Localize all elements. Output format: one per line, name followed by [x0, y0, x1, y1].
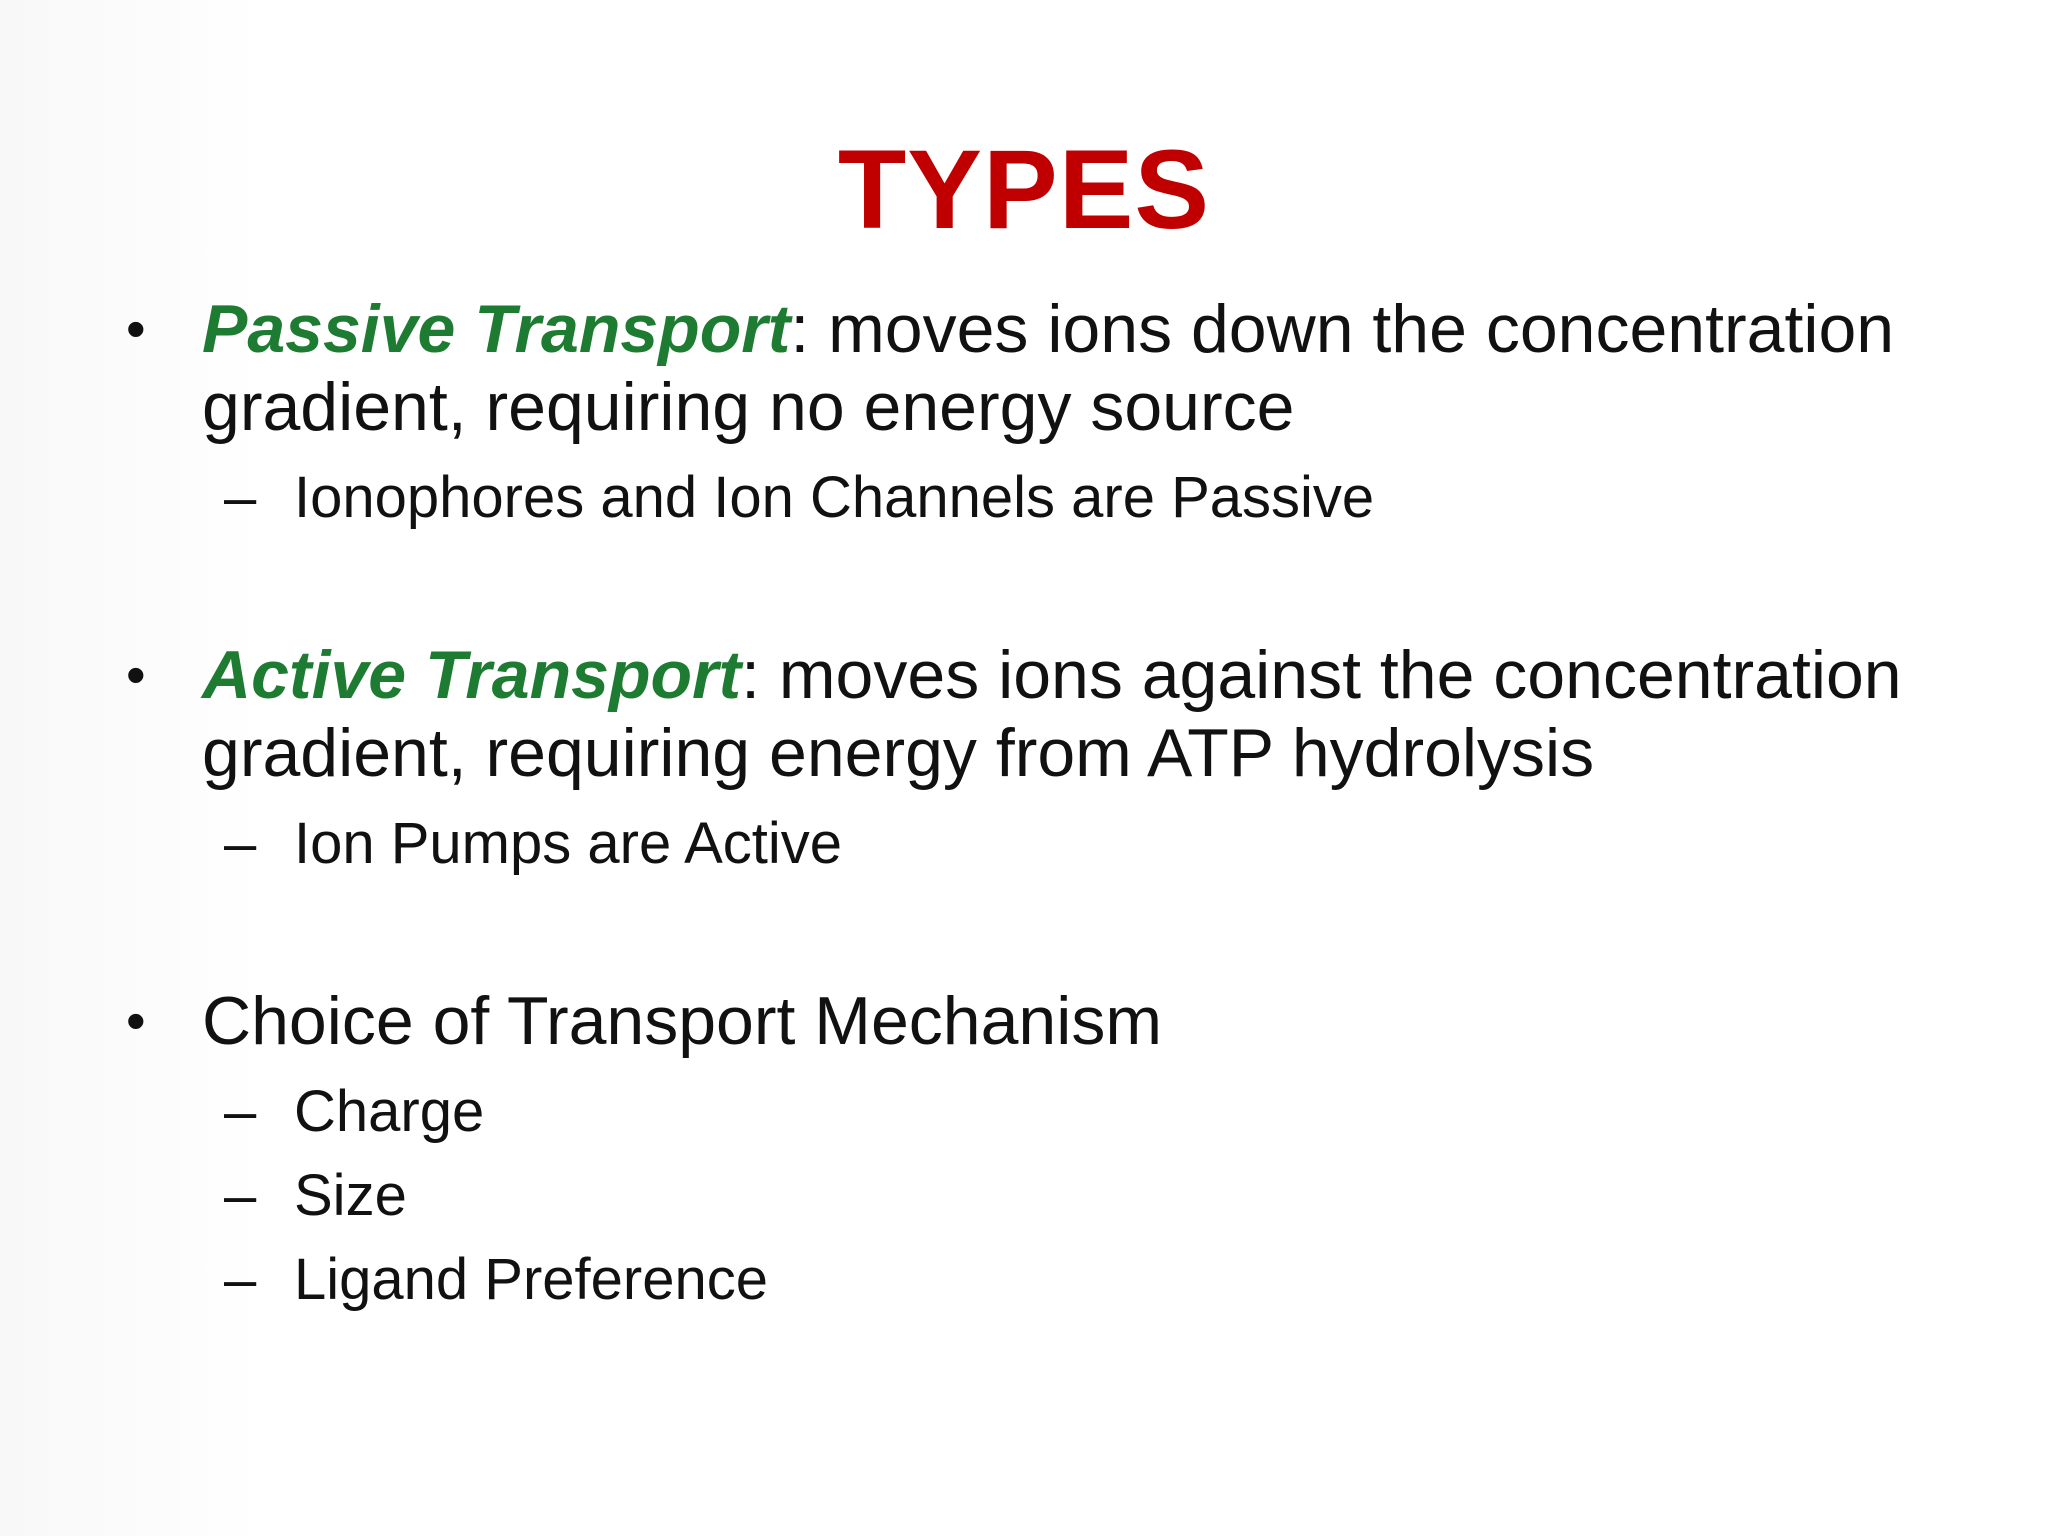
bullet-text: [202, 636, 1980, 792]
sub-item-text: Ligand Preference: [294, 1247, 768, 1312]
dash-icon: –: [224, 811, 257, 876]
bullet-group-choice: [120, 982, 1980, 1322]
bullet-group-passive: [120, 290, 1980, 540]
sub-item: [224, 1070, 1980, 1154]
sub-item-text: Charge: [294, 1079, 485, 1144]
bullet-item: [120, 290, 1980, 446]
sub-list: [120, 1070, 1980, 1322]
slide-title: TYPES: [837, 127, 1211, 252]
dash-icon: –: [224, 1079, 257, 1144]
bullet-description: Choice of Transport Mechanism: [202, 983, 1162, 1059]
sub-item-text: Ion Pumps are Active: [294, 811, 843, 876]
bullet-item: [120, 636, 1980, 792]
bullet-list: [120, 290, 1980, 1322]
sub-item: [224, 1238, 1980, 1322]
dash-icon: –: [224, 1163, 257, 1228]
sub-list: [120, 456, 1980, 540]
sub-item: [224, 802, 1980, 886]
sub-list: [120, 802, 1980, 886]
sub-item: [224, 456, 1980, 540]
bullet-text: [202, 290, 1980, 446]
sub-item-text: Ionophores and Ion Channels are Passive: [294, 465, 1375, 530]
sub-item: [224, 1154, 1980, 1238]
term-active-transport: Active Transport: [202, 637, 742, 713]
bullet-dot-icon: •: [126, 643, 146, 706]
bullet-group-active: [120, 636, 1980, 886]
term-passive-transport: Passive Transport: [202, 291, 791, 367]
bullet-dot-icon: •: [126, 989, 146, 1052]
bullet-item: [120, 982, 1980, 1060]
bullet-description: : moves ions down the concentration gradient, requiring no energy source: [202, 291, 1895, 445]
bullet-dot-icon: •: [126, 297, 146, 360]
bullet-description: : moves ions against the concentration gradient, requiring energy from ATP hydrolysis: [202, 637, 1902, 791]
bullet-text: [202, 982, 1980, 1060]
dash-icon: –: [224, 465, 257, 530]
sub-item-text: Size: [294, 1163, 407, 1228]
dash-icon: –: [224, 1247, 257, 1312]
